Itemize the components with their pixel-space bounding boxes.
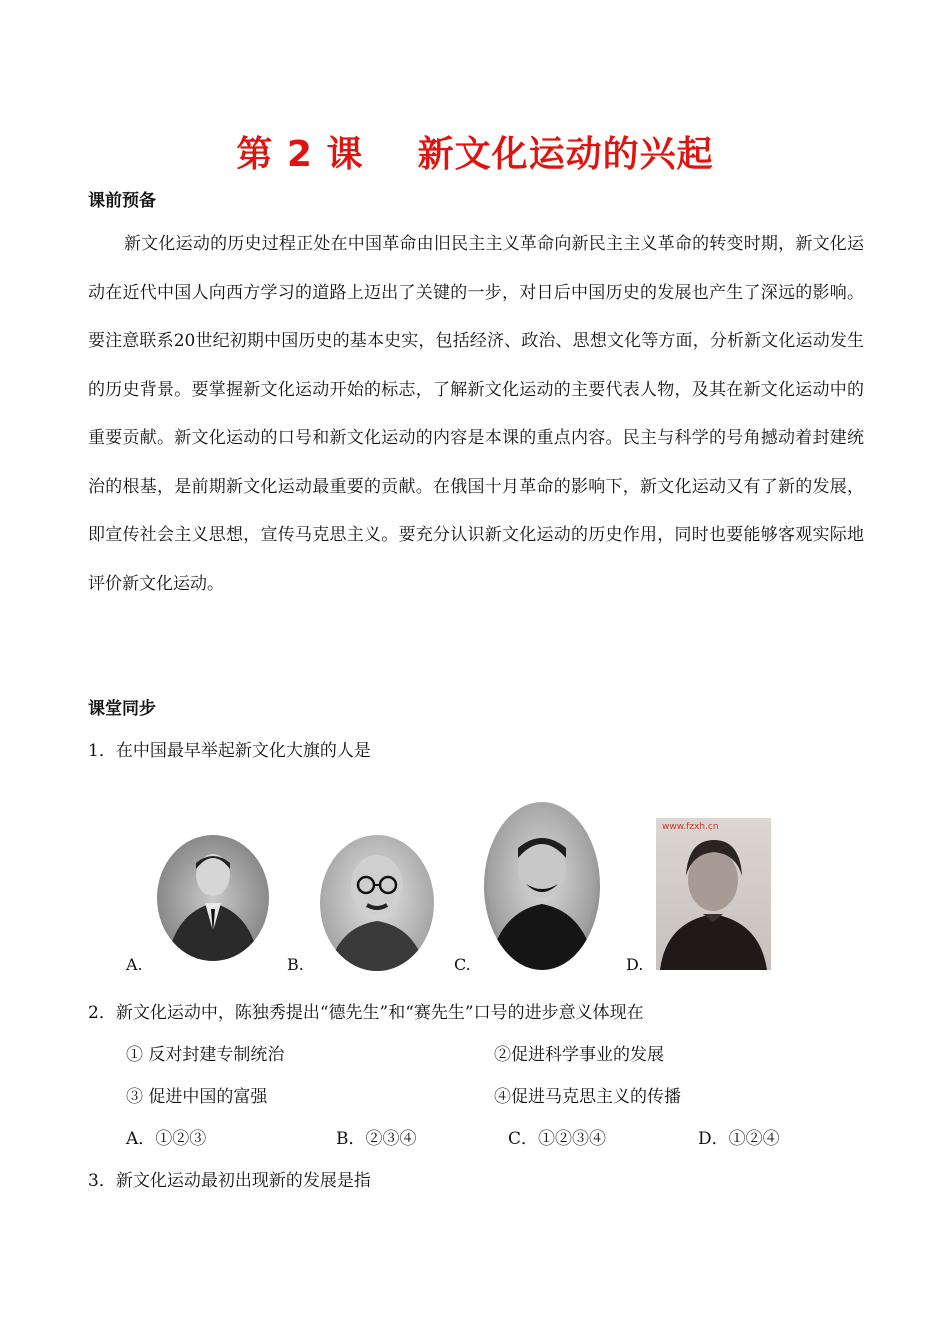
photo-watermark: www.fzxh.cn	[662, 822, 719, 832]
q2-choice-c: C．①②③④	[508, 1129, 607, 1149]
q1-option-c: C.	[454, 955, 471, 974]
q2-choice-b: B．②③④	[336, 1129, 417, 1149]
portrait-c	[484, 802, 600, 970]
page-title: 第 2 课 新文化运动的兴起	[236, 134, 714, 175]
q2-choice-a: A．①②③	[126, 1129, 207, 1149]
q1-option-b: B.	[287, 955, 304, 974]
q1-option-d: D.	[626, 955, 644, 974]
q2-item-3: ③ 促进中国的富强	[126, 1087, 268, 1107]
q2-item-4: ④促进马克思主义的传播	[494, 1087, 681, 1107]
question-2: 2．新文化运动中，陈独秀提出“德先生”和“赛先生”口号的进步意义体现在	[88, 1003, 644, 1023]
section-heading-preparation: 课前预备	[88, 191, 156, 211]
portrait-b	[320, 835, 434, 971]
question-1: 1．在中国最早举起新文化大旗的人是	[88, 741, 371, 761]
portrait-d	[656, 818, 771, 970]
q2-choice-d: D．①②④	[698, 1129, 780, 1149]
q1-option-a: A.	[126, 955, 143, 974]
portrait-a	[157, 835, 269, 961]
q2-item-1: ① 反对封建专制统治	[126, 1045, 285, 1065]
intro-paragraph: 新文化运动的历史过程正处在中国革命由旧民主主义革命向新民主主义革命的转变时期，新文化运动在近代中国人向西方学习的道路上迈出了关键的一步，对日后中国历史的发展也产生了深远的影响。要注意联系20世纪初期中国历史的基本史实，包括经济、政治、思想文化等方面，分析新文化运动发生的历史背景。要掌握新文化运动开始的标志，了解新文化运动的主要代表人物，及其在新文化运动中的重要贡献。新文化运动的口号和新文化运动的内容是本课的重点内容。民主与科学的号角撼动着封建统治的根基，是前期新文化运动最重要的贡献。在俄国十月革命的影响下，新文化运动又有了新的发展，即宣传社会主义思想，宣传马克思主义。要充分认识新文化运动的历史作用，同时也要能够客观实际地评价新文化运动。	[88, 234, 864, 594]
q2-item-2: ②促进科学事业的发展	[494, 1045, 664, 1065]
section-heading-classroom: 课堂同步	[88, 699, 156, 719]
question-3: 3．新文化运动最初出现新的发展是指	[88, 1171, 371, 1191]
